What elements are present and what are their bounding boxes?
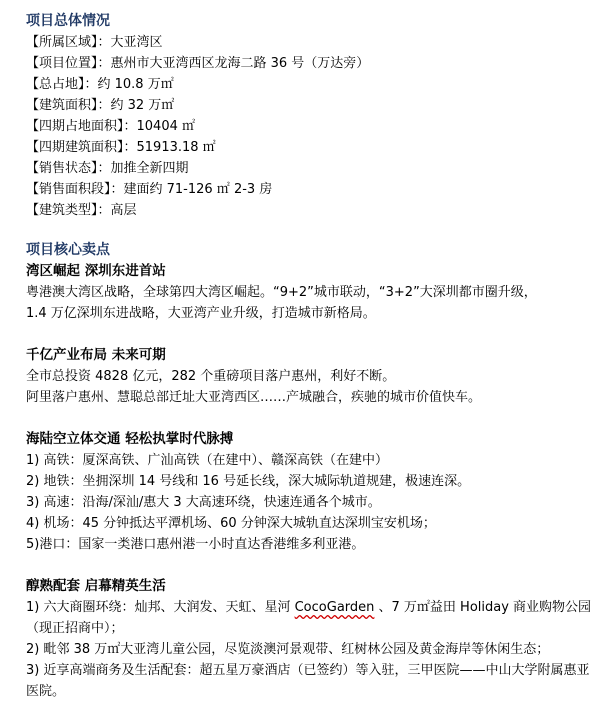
overview-item-location: 【项目位置】：惠州市大亚湾西区龙海二路 36 号（万达旁） <box>26 56 370 71</box>
overview-heading: 项目总体情况 <box>26 13 110 29</box>
transport-item-highway: 3) 高速：沿海/深汕/惠大 3 大高速环绕，快速连通各个城市。 <box>26 495 381 510</box>
overview-item-building-area: 【建筑面积】：约 32 万㎡ <box>26 98 175 113</box>
overview-item-phase4-building: 【四期建筑面积】：51913.18 ㎡ <box>26 140 216 155</box>
overview-item-building-type: 【建筑类型】：高层 <box>26 203 137 218</box>
overview-item-unit-sizes: 【销售面积段】：建面约 71-126 ㎡ 2-3 房 <box>26 182 273 197</box>
amenity-text: 1) 六大商圈环绕：灿邦、大润发、天虹、星河 <box>26 600 295 615</box>
transport-item-rail: 1) 高铁：厦深高铁、广汕高铁（在建中）、赣深高铁（在建中） <box>26 453 388 468</box>
section-line: 全市总投资 4828 亿元，282 个重磅项目落户惠州，利好不断。 <box>26 369 396 384</box>
section-line: 1.4 万亿深圳东进战略，大亚湾产业升级，打造城市新格局。 <box>26 306 376 321</box>
core-heading: 项目核心卖点 <box>26 242 110 258</box>
amenity-text: 、7 万㎡益田 Holiday 商业购物公园（现正招商中）； <box>26 600 592 636</box>
overview-item-total-land: 【总占地】：约 10.8 万㎡ <box>26 77 174 92</box>
brand-cocogarden: CocoGarden <box>294 600 375 615</box>
amenity-item-park: 2) 毗邻 38 万㎡大亚湾儿童公园，尽览淡澳河景观带、红树林公园及黄金海岸等休闲生态； <box>26 642 550 657</box>
overview-item-region: 【所属区域】：大亚湾区 <box>26 35 163 50</box>
section-line: 阿里落户惠州、慧聪总部迁址大亚湾西区……产城融合，疾驰的城市价值快车。 <box>26 390 482 405</box>
section-title-bay-area: 湾区崛起 深圳东进首站 <box>26 263 166 279</box>
transport-item-metro: 2) 地铁：坐拥深圳 14 号线和 16 号延长线，深大城际轨道规建，极速连深。 <box>26 474 471 489</box>
overview-item-sales-status: 【销售状态】：加推全新四期 <box>26 161 189 176</box>
amenity-item-business: 3) 近享高端商务及生活配套：超五星万豪酒店（已签约）等入驻，三甲医院——中山大学附属惠亚医院。 <box>26 663 590 699</box>
overview-item-phase4-land: 【四期占地面积】：10404 ㎡ <box>26 119 195 134</box>
section-title-industry: 千亿产业布局 未来可期 <box>26 347 166 363</box>
section-title-transport: 海陆空立体交通 轻松执掌时代脉搏 <box>26 431 234 447</box>
transport-item-port: 5)港口：国家一类港口惠州港一小时直达香港维多利亚港。 <box>26 537 365 552</box>
transport-item-airport: 4) 机场：45 分钟抵达平潭机场、60 分钟深大城轨直达深圳宝安机场； <box>26 516 436 531</box>
amenity-item-shopping <box>26 597 598 639</box>
document-page <box>26 0 598 702</box>
section-line: 粤港澳大湾区战略，全球第四大湾区崛起。“9+2”城市联动，“3+2”大深圳都市圈升级， <box>26 285 537 300</box>
section-title-amenities: 醇熟配套 启幕精英生活 <box>26 578 166 594</box>
